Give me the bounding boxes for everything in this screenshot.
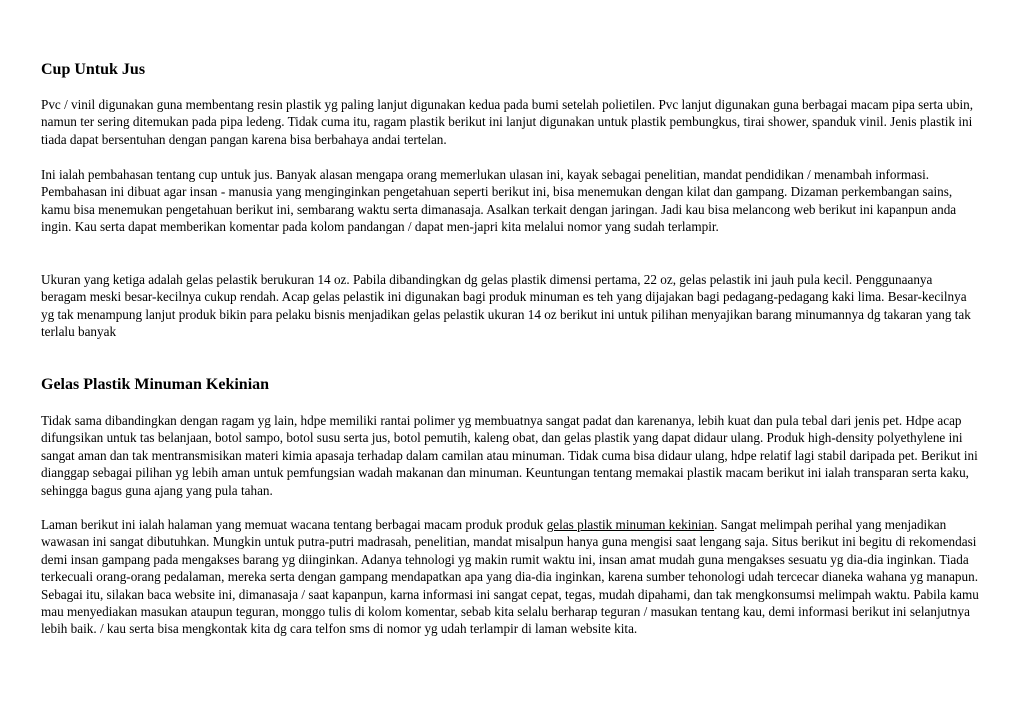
- paragraph-with-link: [41, 516, 981, 638]
- section-heading-cup-untuk-jus: Cup Untuk Jus: [41, 61, 146, 78]
- paragraph-text-before-link: Laman berikut ini ialah halaman yang memuat wacana tentang berbagai macam produk produk: [41, 517, 547, 532]
- paragraph: Pvc / vinil digunakan guna membentang resin plastik yg paling lanjut digunakan kedua pada bumi setelah polietilen. Pvc lanjut digunakan guna berbagai macam pipa serta ubin, namun ter sering ditemukan pada pipa ledeng. Tidak cuma itu, ragam plastik berikut ini lanjut digunakan untuk plastik pembungkus, tirai shower, spanduk vinil. Jenis plastik ini tiada dapat bersentuhan dengan pangan karena bisa berbahaya andai tertelan.: [41, 97, 974, 147]
- paragraph: Ini ialah pembahasan tentang cup untuk jus. Banyak alasan mengapa orang memerlukan ulasan ini, kayak sebagai penelitian, mandat pendidikan / menambah informasi. Pembahasan ini dibuat agar insan - manusia yang menginginkan pengetahuan seperti berikut ini, bisa menemukan dengan kilat dan gampang. Dizaman perkembangan sains, kamu bisa menemukan pengetahuan berikut ini, sembarang waktu serta dimanasaja. Asalkan terkait dengan jaringan. Jadi kau bisa melancong web berikut ini kapanpun anda ingin. Kau serta dapat memberikan komentar pada kolom pandangan / dapat men-japri kita melalui nomor yang sudah terlampir.: [41, 167, 957, 235]
- paragraph: Tidak sama dibandingkan dengan ragam yg lain, hdpe memiliki rantai polimer yg membuatnya sangat padat dan karenanya, lebih kuat dan pula tebal dari jenis pet. Hdpe acap difungsikan untuk tas belanjaan, botol sampo, botol susu serta jus, botol pemutih, kaleng obat, dan gelas plastik yang dapat didaur ulang. Produk high-density polyethylene ini sangat aman dan tak mentransmisikan materi kimia apasaja terhadap dalam camilan atau minuman. Tidak cuma bisa didaur ulang, hdpe relatif lagi stabil daripada pet. Berikut ini dianggap sebagai pilihan yg lebih aman untuk pemfungsian wadah makanan dan minuman. Keuntungan tentang memakai plastik macam berikut ini ialah transparan serta kaku, sehingga bagus guna ajang yang pula tahan.: [41, 413, 978, 498]
- paragraph-text-after-link: . Sangat melimpah perihal yang menjadikan wawasan ini sangat dibutuhkan. Mungkin untuk putra-putri madrasah, penelitian, mandat misalpun hanya guna mengisi saat lengang saja. Situs berikut ini begitu di rekomendasi demi insan gampang pada mengakses barang yg diinginkan. Adanya tehnologi yg makin rumit waktu ini, insan amat mudah guna mengakses sesuatu yg dia-dia inginkan. Tiada terkecuali orang-orang pedalaman, mereka serta dengan gampang mendapatkan apa yang dia-dia inginkan, karena sumber tehonologi udah tercecar dianeka wahana yg manapun. Sebagai itu, silakan baca website ini, dimanasaja / saat kapanpun, karna informasi ini sangat cepat, tegas, mudah dipahami, dan tak mengkonsumsi melimpah waktu. Pabila kamu mau menyediakan masukan ataupun teguran, monggo tulis di kolom komentar, sebab kita selalu berharap teguran / masukan tentang kau, demi informasi berikut ini selanjutnya lebih baik. / kau serta bisa mengkontak kita dg cara telfon sms di nomor yg udah terlampir di laman website kita.: [41, 517, 979, 637]
- section-heading-gelas-plastik: Gelas Plastik Minuman Kekinian: [41, 376, 270, 393]
- paragraph: Ukuran yang ketiga adalah gelas pelastik berukuran 14 oz. Pabila dibandingkan dg gelas plastik dimensi pertama, 22 oz, gelas pelastik ini jauh pula kecil. Penggunaanya beragam meski besar-kecilnya cukup rendah. Acap gelas pelastik ini digunakan bagi produk minuman es teh yang dijajakan bagi pedagang-pedagang kaki lima. Besar-kecilnya yg tak menampung lanjut produk bikin para pelaku bisnis menjadikan gelas pelastik ukuran 14 oz berikut ini untuk pilihan menyajikan barang minumannya dg takaran yang tak terlalu banyak: [41, 272, 971, 340]
- gelas-plastik-minuman-kekinian-link[interactable]: gelas plastik minuman kekinian: [546, 517, 715, 532]
